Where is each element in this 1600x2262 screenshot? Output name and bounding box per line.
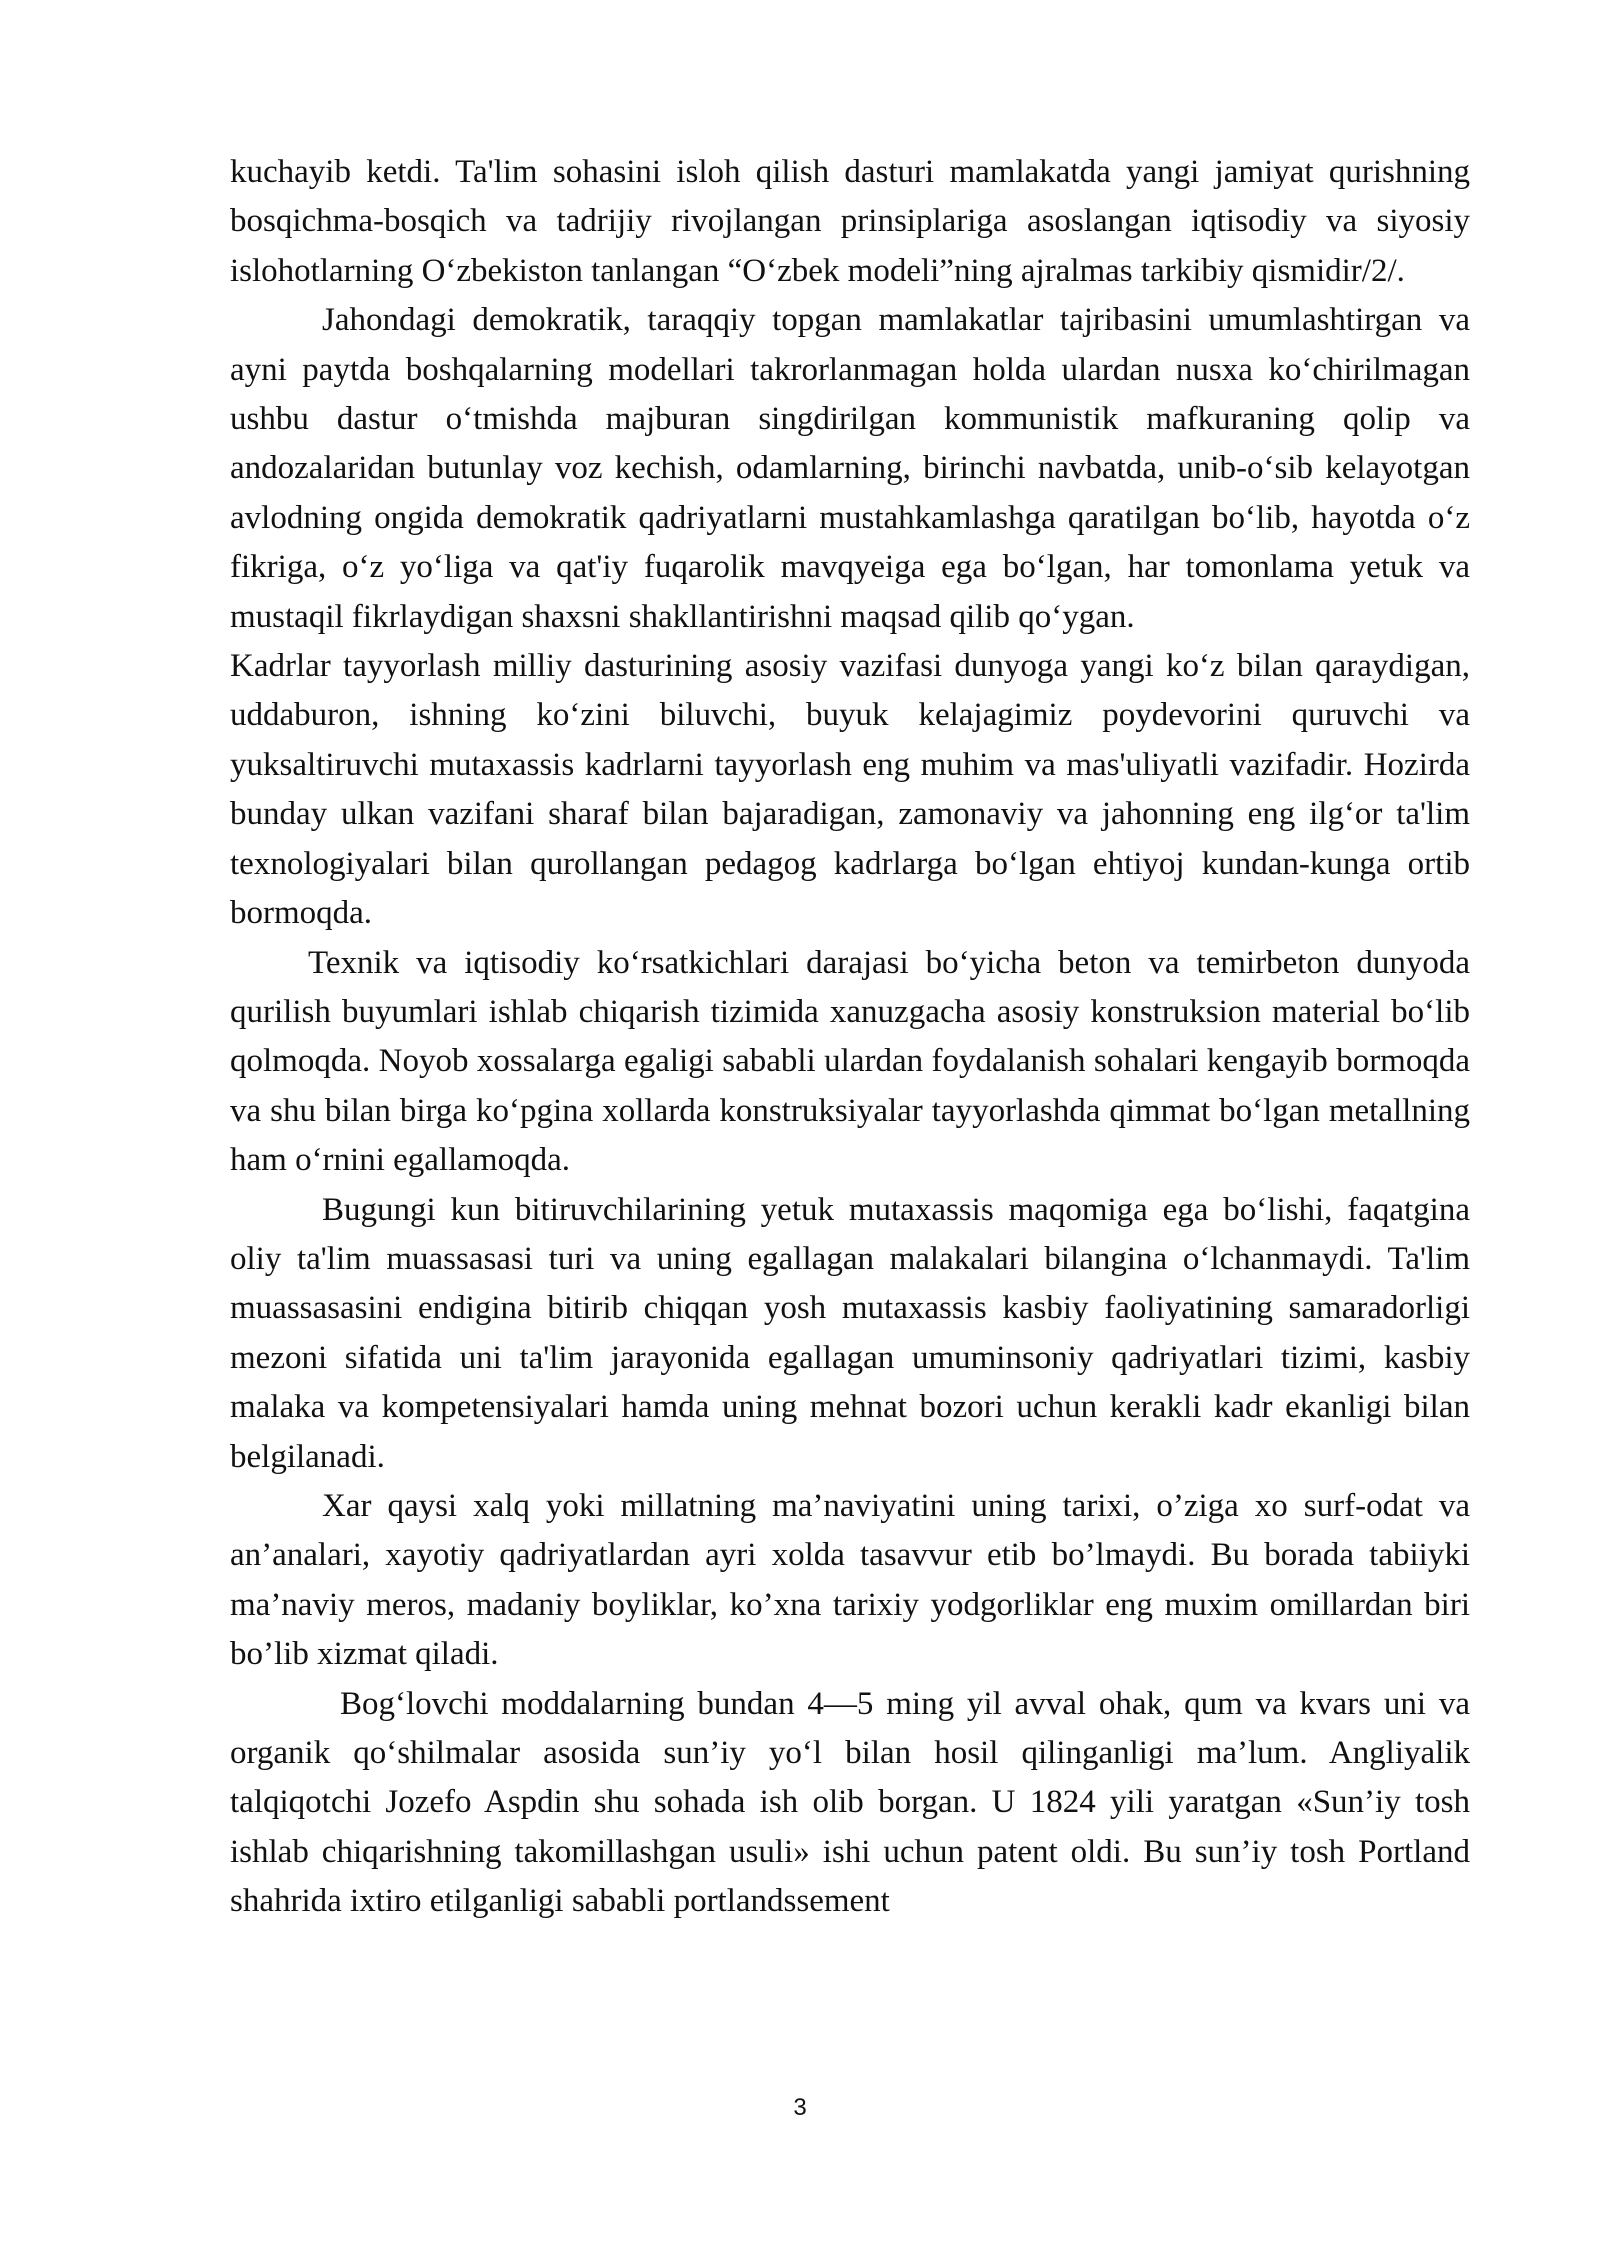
paragraph-5: Bugungi kun bitiruvchilarining yetuk mutaxassis maqomiga ega bo‘lishi, faqatgina oliy ta'lim muassasasi turi va uning egallagan malakalari bilangina o‘lchanmaydi. Ta'lim muassasasini endigina bitirib chiqqan yosh mutaxassis kasbiy faoliyatining samaradorligi mezoni sifatida uni ta'lim jarayonida egallagan umuminsoniy qadriyatlari tizimi, kasbiy malaka va kompetensiyalari hamda uning mehnat bozori uchun kerakli kadr ekanligi bilan belgilanadi. (230, 1191, 1470, 1475)
paragraph-2: Jahondagi demokratik, taraqqiy topgan mamlakatlar tajribasini umumlashtirgan va ayni paytda boshqalarning modellari takrorlanmagan holda ulardan nusxa ko‘chirilmagan ushbu dastur o‘tmishda majburan singdirilgan kommunistik mafkuraning qolip va andozalaridan butunlay voz kechish, odamlarning, birinchi navbatda, unib-o‘sib kelayotgan avlodning ongida demokratik qadriyatlarni mustahkamlashga qaratilgan bo‘lib, hayotda o‘z fikriga, o‘z yo‘liga va qat'iy fuqarolik mavqyeiga ega bo‘lgan, har tomonlama yetuk va mustaqil fikrlaydigan shaxsni shakllantirishni maqsad qilib qo‘ygan. (230, 302, 1470, 635)
paragraph-7: Bog‘lovchi moddalarning bundan 4—5 ming yil avval ohak, qum va kvars uni va organik qo‘shilmalar asosida sun’iy yo‘l bilan hosil qilinganligi ma’lum. Angliyalik talqiqotchi Jozefo Aspdin shu sohada ish olib borgan. U 1824 yili yaratgan «Sun’iy tosh ishlab chiqarishning takomillashgan usuli» ishi uchun patent oldi. Bu sun’iy tosh Portland shahrida ixtiro etilganligi sababli portlandssement (230, 1685, 1470, 1920)
paragraph-1: kuchayib ketdi. Ta'lim sohasini isloh qilish dasturi mamlakatda yangi jamiyat qurishning bosqichma-bosqich va tadrijiy rivojlangan prinsiplariga asoslangan iqtisodiy va siyosiy islohotlarning O‘zbekiston tanlangan “O‘zbek modeli”ning ajralmas tarkibiy qismidir/2/. (230, 154, 1470, 289)
document-body (230, 148, 1470, 1927)
page-number: 3 (793, 2094, 807, 2121)
paragraph-4: Texnik va iqtisodiy ko‘rsatkichlari darajasi bo‘yicha beton va temirbeton dunyoda qurilish buyumlari ishlab chiqarish tizimida xanuzgacha asosiy konstruksion material bo‘lib qolmoqda. Noyob xossalarga egaligi sababli ulardan foydalanish sohalari kengayib bormoqda va shu bilan birga ko‘pgina xollarda konstruksiyalar tayyorlashda qimmat bo‘lgan metallning ham o‘rnini egallamoqda. (230, 944, 1470, 1179)
paragraph-3: Kadrlar tayyorlash milliy dasturining asosiy vazifasi dunyoga yangi ko‘z bilan qaraydigan, uddaburon, ishning ko‘zini biluvchi, buyuk kelajagimiz poydevorini quruvchi va yuksaltiruvchi mutaxassis kadrlarni tayyorlash eng muhim va mas'uliyatli vazifadir. Hozirda bunday ulkan vazifani sharaf bilan bajaradigan, zamonaviy va jahonning eng ilg‘or ta'lim texnologiyalari bilan qurollangan pedagog kadrlarga bo‘lgan ehtiyoj kundan-kunga ortib bormoqda. (230, 648, 1470, 932)
paragraph-6: Xar qaysi xalq yoki millatning ma’naviyatini uning tarixi, o’ziga xo surf-odat va an’analari, xayotiy qadriyatlardan ayri xolda tasavvur etib bo’lmaydi. Bu borada tabiiyki ma’naviy meros, madaniy boyliklar, ko’xna tarixiy yodgorliklar eng muxim omillardan biri bo’lib xizmat qiladi. (230, 1487, 1470, 1673)
